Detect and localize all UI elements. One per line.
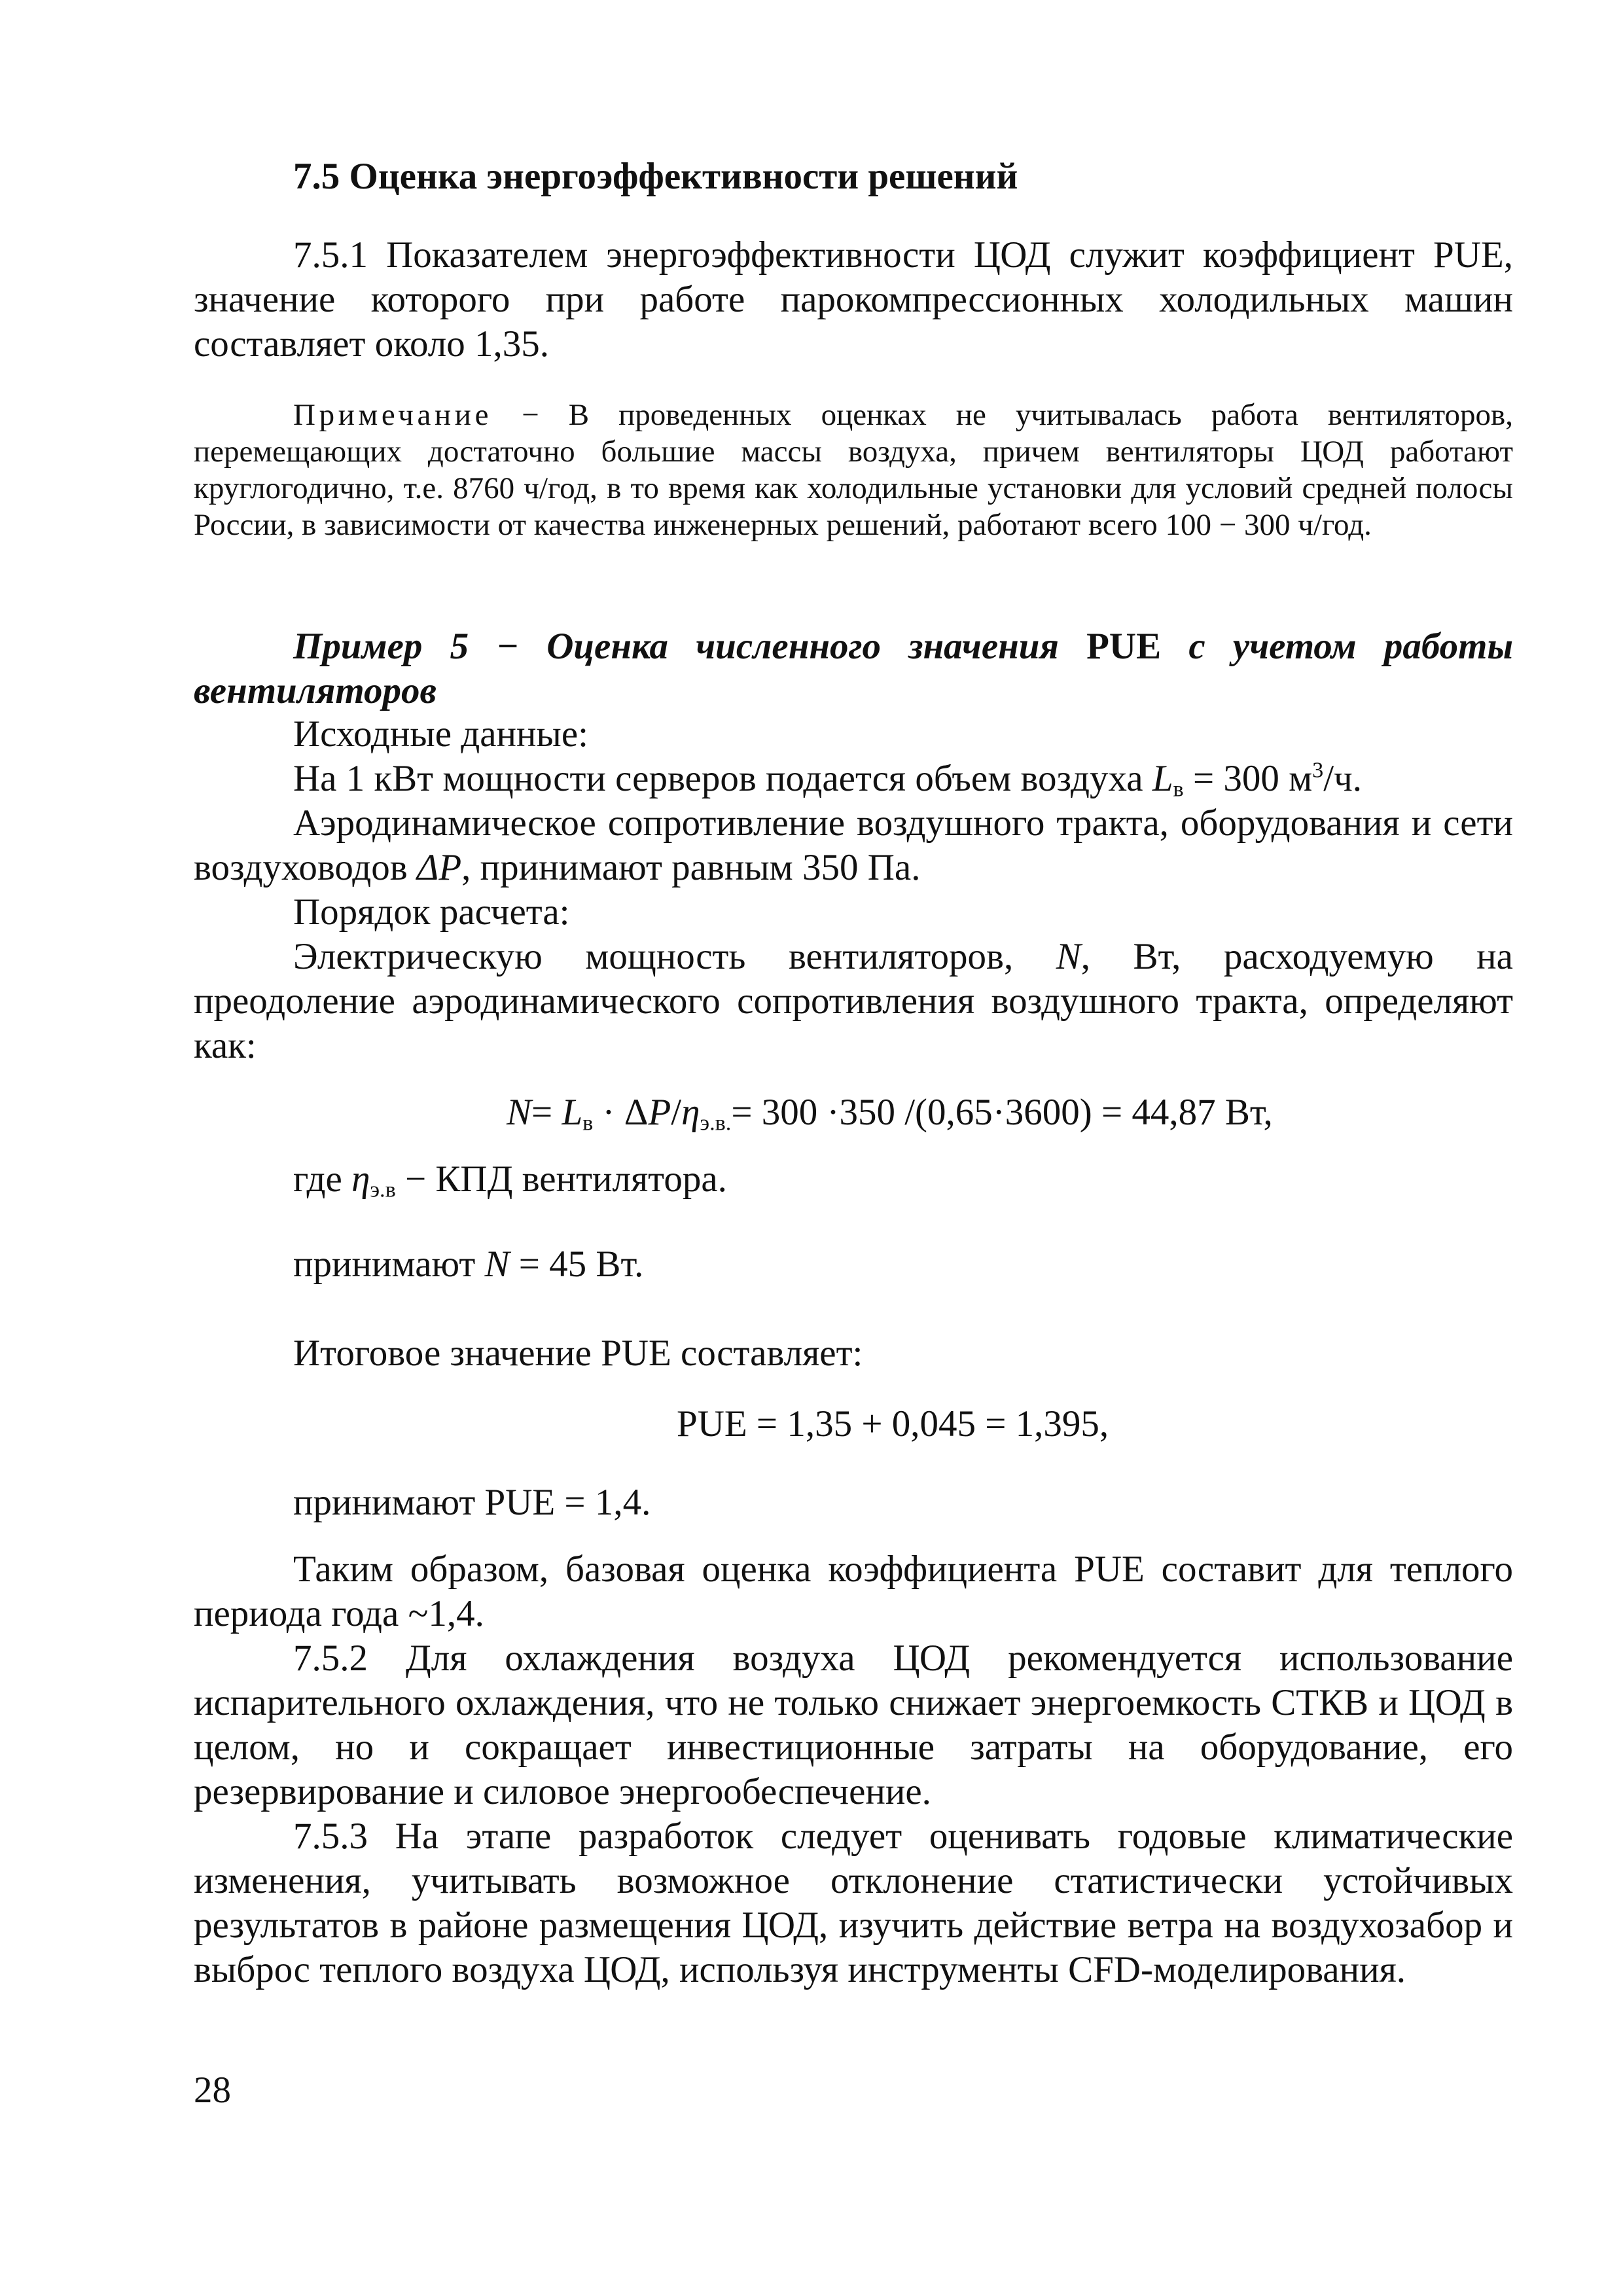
example-title xyxy=(194,624,1513,713)
example-title-pue: PUE xyxy=(1086,626,1162,667)
formula-p-symbol: P xyxy=(648,1092,671,1133)
formula-fan-power xyxy=(507,1090,1273,1146)
note-label: Примечание xyxy=(293,398,493,432)
note-text: − В проведенных оценках не учитывалась работа вентиляторов, перемещающих достаточно большие массы воздуха, причем вентиляторы ЦОД работают круглогодично, т.е. 8760 ч/год, в то время как холодильные установки для условий средней полосы России, в зависимости от качества инженерных решений, работают всего 100 − 300 ч/год. xyxy=(194,398,1513,542)
airflow-superscript: 3 xyxy=(1312,758,1324,783)
formula-equals: = xyxy=(531,1092,562,1133)
page-number: 28 xyxy=(194,2070,231,2111)
order-label: Порядок расчета: xyxy=(293,891,570,933)
example-title-part-b: с учетом работы вентиляторов xyxy=(194,626,1513,711)
formula-slash: / xyxy=(671,1092,682,1133)
note-paragraph xyxy=(194,397,1513,543)
formula-l-symbol: L xyxy=(562,1092,583,1133)
power-paragraph xyxy=(194,935,1513,1068)
paragraph-7-5-2: 7.5.2 Для охлаждения воздуха ЦОД рекомендуется использование испарительного охлаждения, что не только снижает энергоемкость СТКВ и ЦОД в целом, но и сокращает инвестиционные затраты на оборудование, его резервирование и силовое энергообеспечение. xyxy=(194,1638,1513,1812)
where-description: − КПД вентилятора. xyxy=(395,1158,727,1200)
where-eta-subscript: э.в xyxy=(370,1177,396,1202)
resistance-symbol: ΔP xyxy=(416,847,462,888)
airflow-unit: /ч. xyxy=(1323,758,1363,799)
resistance-paragraph xyxy=(194,801,1513,890)
formula-eta-symbol: η xyxy=(681,1092,700,1133)
formula-n-symbol: N xyxy=(507,1092,532,1133)
input-label: Исходные данные: xyxy=(293,713,588,755)
accept-pue-line: принимают PUE = 1,4. xyxy=(293,1482,651,1523)
where-line xyxy=(194,1157,1613,1213)
formula-pue: PUE = 1,35 + 0,045 = 1,395, xyxy=(677,1403,1109,1444)
resistance-text: Аэродинамическое сопротивление воздушного тракта, оборудования и сети воздуховодов xyxy=(194,802,1513,888)
power-description: , Вт, расходуемую на преодоление аэродинамического сопротивления воздушного тракта, определяют как: xyxy=(194,936,1513,1066)
section-heading: 7.5 Оценка энергоэффективности решений xyxy=(293,156,1018,197)
paragraph-7-5-3: 7.5.3 На этапе разработок следует оценивать годовые климатические изменения, учитывать возможное отклонение статистически устойчивых результатов в районе размещения ЦОД, изучить действие ветра на воздухозабор и выброс теплого воздуха ЦОД, используя инструменты CFD-моделирования. xyxy=(194,1816,1513,1990)
formula-eta-subscript: э.в. xyxy=(700,1111,732,1136)
formula-result: = 300 ·350 /(0,65·3600) = 44,87 Вт, xyxy=(731,1092,1273,1133)
resistance-value: , принимают равным 350 Па. xyxy=(461,847,921,888)
where-eta-symbol: η xyxy=(351,1158,370,1200)
accept-n-symbol: N xyxy=(484,1244,510,1285)
total-label: Итоговое значение PUE составляет: xyxy=(293,1333,863,1374)
power-text: Электрическую мощность вентиляторов, xyxy=(293,936,1056,977)
accept-n-line xyxy=(194,1242,1613,1287)
example-title-part-a: Пример 5 − Оценка численного значения xyxy=(293,626,1087,667)
accept-n-prefix: принимают xyxy=(293,1244,485,1285)
formula-delta: · Δ xyxy=(593,1092,649,1133)
accept-n-value: = 45 Вт. xyxy=(509,1244,644,1285)
airflow-symbol: L xyxy=(1152,758,1173,799)
conclusion-paragraph: Таким образом, базовая оценка коэффициента PUE составит для теплого периода года ~1,4. xyxy=(194,1549,1513,1634)
airflow-subscript: в xyxy=(1173,777,1184,802)
formula-l-subscript: в xyxy=(582,1111,594,1136)
airflow-text: На 1 кВт мощности серверов подается объем воздуха xyxy=(293,758,1152,799)
where-prefix: где xyxy=(293,1158,352,1200)
airflow-value: = 300 м xyxy=(1183,758,1313,799)
power-symbol: N xyxy=(1056,936,1081,977)
paragraph-7-5-1: 7.5.1 Показателем энергоэффективности ЦОД служит коэффициент PUE, значение которого при работе парокомпрессионных холодильных машин составляет около 1,35. xyxy=(194,234,1513,365)
